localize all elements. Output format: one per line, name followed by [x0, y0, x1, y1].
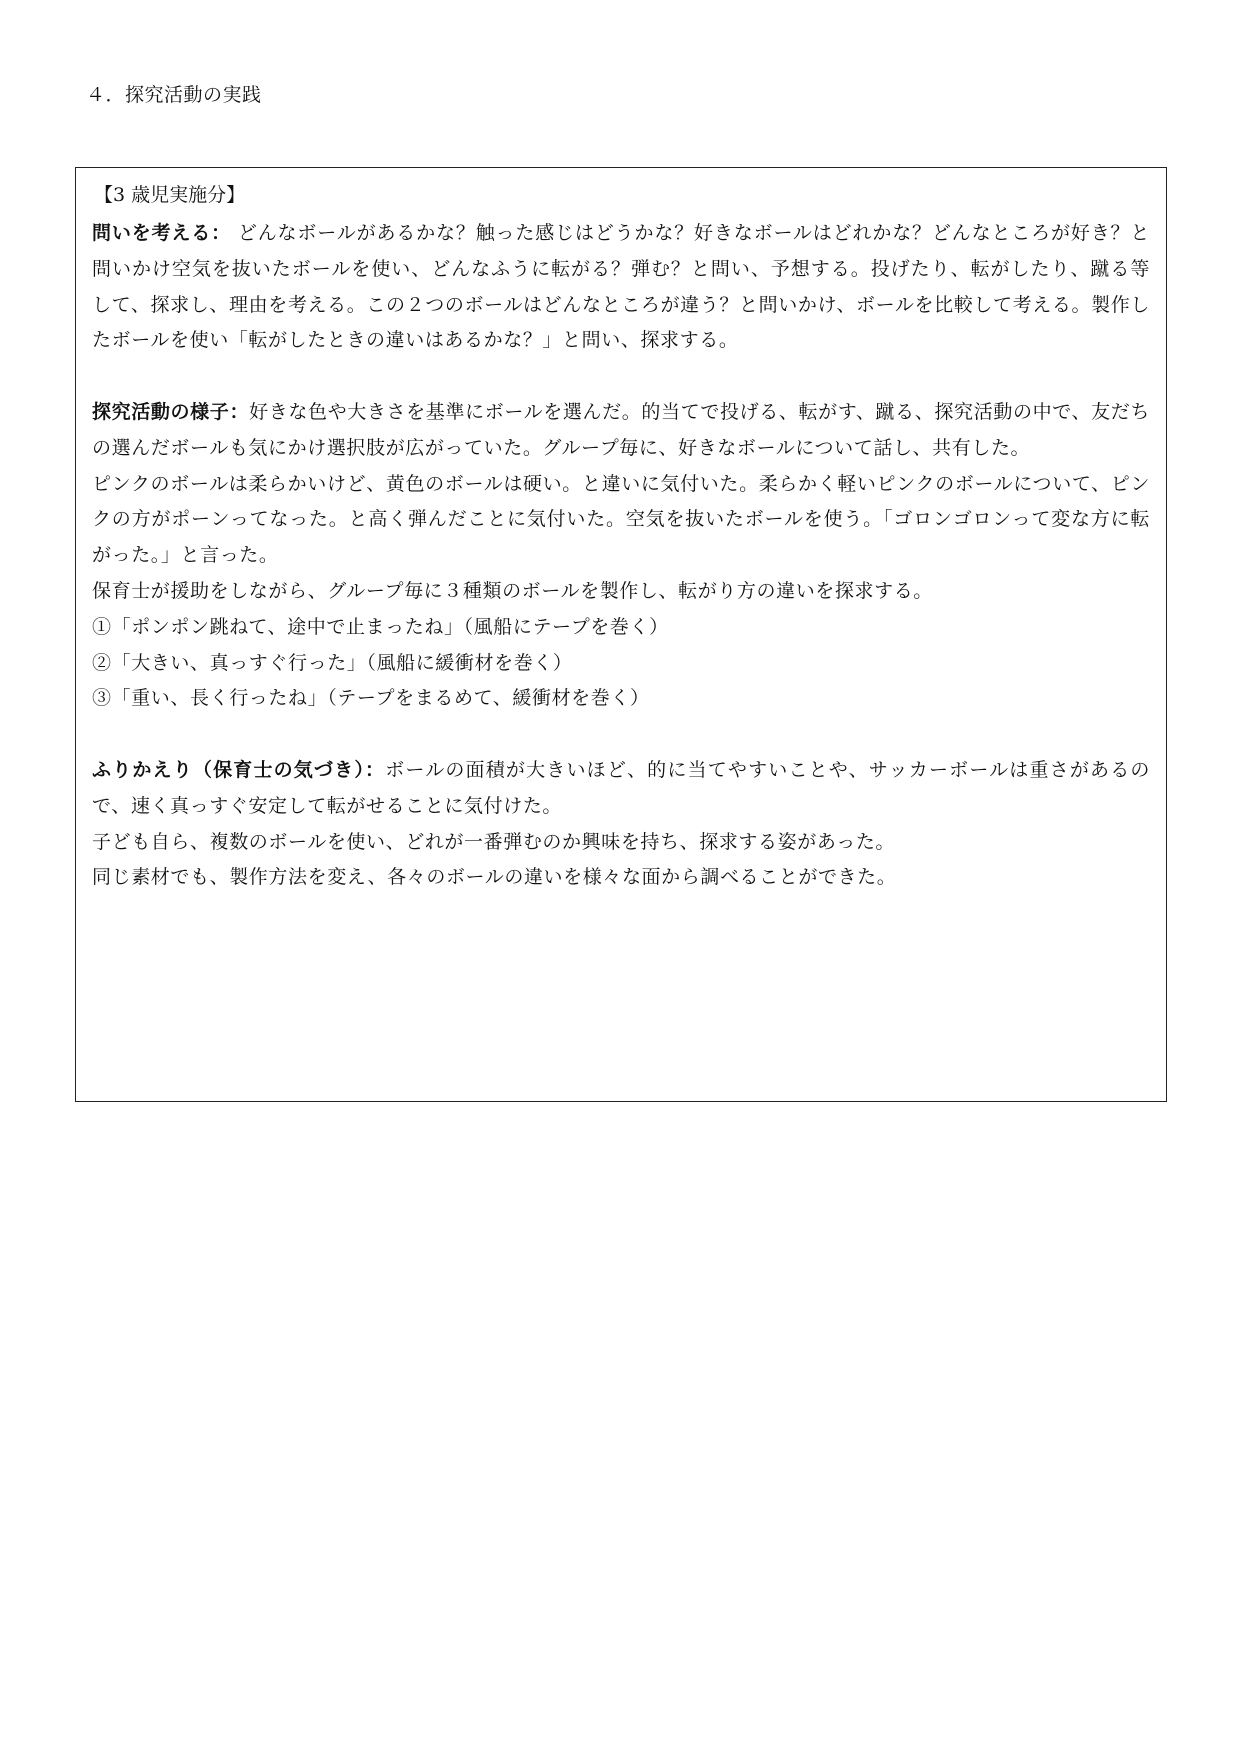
reflection-line: 子ども自ら、複数のボールを使い、どれが一番弾むのか興味を持ち、探求する姿があった。	[92, 830, 896, 853]
reflection-label: ふりかえり（保育士の気づき）：	[92, 758, 386, 781]
reflection-line: 同じ素材でも、製作方法を変え、各々のボールの違いを様々な面から調べることができた。	[92, 866, 897, 889]
activity-paragraph	[92, 395, 1150, 467]
question-text: どんなボールがあるかな？触った感じはどうかな？好きなボールはどれかな？どんなところが好き？と問いかけ空気を抜いたボールを使い、どんなふうに転がる？弾む？と問い、予想する。投げたり、転がしたり、蹴る等して、探求し、理由を考える。この２つのボールはどんなところが違う？と問いかけ、ボールを比較して考える。製作したボールを使い「転がしたときの違いはあるかな？」と問い、探求する。	[92, 222, 1151, 352]
activity-line: ③「重い、長く行ったね」（テープをまるめて、緩衝材を巻く）	[92, 687, 650, 710]
activity-line: ピンクのボールは柔らかいけど、黄色のボールは硬い。と違いに気付いた。柔らかく軽いピンクのボールについて、ピンクの方がポーンってなった。と高く弾んだことに気付いた。空気を抜いたボールを使う。「ゴロンゴロンって変な方に転がった。」と言った。	[92, 472, 1150, 567]
activity-line: ②「大きい、真っすぐ行った」（風船に緩衝材を巻く）	[92, 651, 573, 674]
question-label: 問いを考える：	[92, 222, 231, 244]
spacer	[92, 717, 1150, 753]
box-title: 【3 歳児実施分】	[94, 184, 246, 206]
reflection-paragraph	[92, 753, 1150, 825]
activity-text: 好きな色や大きさを基準にボールを選んだ。的当てで投げる、転がす、蹴る、探究活動の中で、友だちの選んだボールも気にかけ選択肢が広がっていた。グループ毎に、好きなボールについて話し、共有した。	[92, 400, 1150, 459]
question-paragraph	[92, 216, 1150, 359]
activity-line: ①「ポンポン跳ねて、途中で止まったね」（風船にテープを巻く）	[92, 615, 669, 638]
reflection-text: ボールの面積が大きいほど、的に当てやすいことや、サッカーボールは重さがあるので、速く真っすぐ安定して転がせることに気付けた。	[92, 758, 1150, 817]
report-box	[75, 167, 1167, 1102]
activity-line: 保育士が援助をしながら、グループ毎に３種類のボールを製作し、転がり方の違いを探求する。	[92, 579, 933, 602]
spacer	[92, 359, 1150, 395]
section-heading: ４．探究活動の実践	[86, 84, 262, 106]
activity-label: 探究活動の様子：	[92, 400, 250, 423]
